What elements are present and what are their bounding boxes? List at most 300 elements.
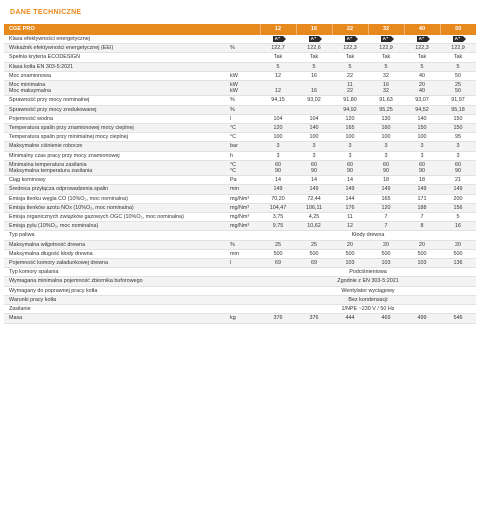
value-cell	[332, 96, 368, 105]
unit-text: l	[230, 115, 232, 122]
value-text: 12	[275, 72, 281, 79]
value-text: 499	[417, 315, 427, 322]
value-text: 20	[455, 241, 461, 248]
energy-class-badge: A⁺	[309, 36, 320, 42]
table-row	[4, 133, 476, 142]
value-cell	[404, 114, 440, 123]
table-row	[4, 203, 476, 212]
value-text: 100	[345, 134, 355, 141]
value-cell	[332, 222, 368, 231]
row-label	[4, 160, 230, 175]
header-unit	[230, 24, 260, 35]
row-label-text: Minimalna temperatura zasilania	[9, 161, 87, 168]
energy-class-cell	[296, 35, 332, 44]
value-text: 90	[311, 168, 317, 175]
row-label	[4, 44, 230, 53]
value-cell	[296, 124, 332, 133]
value-text: 22	[347, 88, 353, 95]
energy-class-cell	[368, 35, 404, 44]
value-cell	[440, 222, 476, 231]
value-cell	[332, 194, 368, 203]
row-unit	[230, 160, 260, 175]
table-row	[4, 114, 476, 123]
value-text: 376	[309, 315, 319, 322]
table-row	[4, 249, 476, 258]
table-row	[4, 96, 476, 105]
value-cell	[368, 151, 404, 160]
table-row	[4, 295, 476, 304]
row-label	[4, 277, 230, 286]
value-cell	[332, 151, 368, 160]
value-cell	[296, 176, 332, 185]
row-label-text: Wymagany do poprawnej pracy kotła	[9, 287, 98, 294]
value-text: 14	[275, 177, 281, 184]
row-unit	[230, 142, 260, 151]
value-cell	[368, 259, 404, 268]
value-text: 3	[348, 152, 352, 159]
value-text: 120	[345, 115, 355, 122]
value-cell	[368, 133, 404, 142]
value-text: 5	[456, 63, 460, 70]
value-text: 3	[420, 152, 424, 159]
value-text: Tak	[453, 54, 463, 61]
value-text: 104	[309, 115, 319, 122]
value-text: 72,44	[307, 195, 321, 202]
row-unit	[230, 53, 260, 62]
row-label	[4, 142, 230, 151]
value-text: 16	[455, 223, 461, 230]
value-text: 60	[347, 161, 353, 168]
value-text: 5	[456, 214, 460, 221]
row-label	[4, 124, 230, 133]
row-unit	[230, 133, 260, 142]
value-text: 171	[417, 195, 427, 202]
row-unit	[230, 62, 260, 71]
table-row	[4, 240, 476, 249]
value-text: 3,75	[272, 214, 284, 221]
table-row	[4, 71, 476, 80]
value-cell	[332, 133, 368, 142]
value-cell	[368, 176, 404, 185]
table-row	[4, 259, 476, 268]
row-unit	[230, 231, 260, 240]
value-cell	[260, 142, 296, 151]
value-cell	[260, 240, 296, 249]
row-unit	[230, 114, 260, 123]
value-text: Tak	[381, 54, 391, 61]
value-text: 94,15	[271, 97, 285, 104]
row-unit	[230, 194, 260, 203]
row-label-text: Masa	[9, 315, 23, 322]
value-cell	[404, 133, 440, 142]
value-text: 500	[345, 250, 355, 257]
row-shared-value: Bez kondensacji	[348, 296, 388, 303]
row-label	[4, 259, 230, 268]
value-cell	[368, 53, 404, 62]
value-cell	[332, 124, 368, 133]
value-text: 144	[345, 195, 355, 202]
value-text: 104,47	[269, 204, 287, 211]
value-text: 91,80	[343, 97, 357, 104]
value-text: 444	[345, 315, 355, 322]
value-cell	[332, 105, 368, 114]
row-unit	[230, 35, 260, 44]
value-cell	[404, 105, 440, 114]
value-cell	[404, 160, 440, 175]
table-row	[4, 35, 476, 44]
table-row	[4, 222, 476, 231]
value-cell	[296, 194, 332, 203]
value-cell	[332, 203, 368, 212]
value-cell	[260, 44, 296, 53]
energy-class-cell	[332, 35, 368, 44]
value-cell	[368, 71, 404, 80]
value-text: 20	[347, 241, 353, 248]
value-text: 3	[456, 152, 460, 159]
value-text: 149	[345, 186, 355, 193]
row-label-text: Wskaźnik efektywności energetycznej (EEI)	[9, 45, 114, 52]
value-cell	[296, 96, 332, 105]
value-text: 4,25	[308, 214, 320, 221]
table-row	[4, 62, 476, 71]
value-text: 60	[419, 161, 425, 168]
unit-text: mg/Nm³	[230, 214, 250, 221]
value-cell	[440, 194, 476, 203]
value-text: 60	[383, 161, 389, 168]
value-text: 120	[273, 125, 283, 132]
unit-text: mg/Nm³	[230, 195, 250, 202]
value-text: 25	[455, 82, 461, 89]
value-text: 21	[455, 177, 461, 184]
value-cell	[440, 53, 476, 62]
value-cell	[332, 81, 368, 96]
value-text: 11	[347, 82, 353, 89]
row-label-text: Moc minimalna	[9, 82, 46, 89]
value-text: 149	[417, 186, 427, 193]
value-cell	[332, 185, 368, 194]
table-row	[4, 286, 476, 295]
table-row	[4, 142, 476, 151]
value-text: 90	[383, 168, 389, 175]
row-unit	[230, 185, 260, 194]
value-cell	[296, 53, 332, 62]
value-cell	[404, 314, 440, 323]
value-text: 500	[273, 250, 283, 257]
value-cell	[332, 71, 368, 80]
header-size: 22	[332, 24, 368, 35]
row-shared-value: Podciśnieniowa	[349, 269, 387, 276]
row-label	[4, 35, 230, 44]
value-cell	[260, 71, 296, 80]
value-cell	[404, 62, 440, 71]
value-cell	[296, 213, 332, 222]
row-shared-value: 1/NPE ~230 V / 50 Hz	[341, 306, 395, 313]
value-text: 16	[311, 88, 317, 95]
row-unit	[230, 44, 260, 53]
value-cell	[260, 194, 296, 203]
value-cell	[440, 142, 476, 151]
value-text: 100	[417, 134, 427, 141]
row-label	[4, 185, 230, 194]
row-unit	[230, 286, 260, 295]
value-text: 500	[417, 250, 427, 257]
value-cell	[368, 240, 404, 249]
value-text: 18	[383, 177, 389, 184]
value-text: 94,52	[415, 106, 429, 113]
row-unit	[230, 203, 260, 212]
value-cell	[368, 142, 404, 151]
value-cell	[404, 96, 440, 105]
row-label	[4, 314, 230, 323]
value-text: 165	[345, 125, 355, 132]
value-text: 20	[419, 82, 425, 89]
row-label-text: Temperatura spalin przy minimalnej mocy cieplnej	[9, 134, 128, 141]
value-text: 90	[275, 168, 281, 175]
value-cell	[368, 44, 404, 53]
value-text	[296, 107, 332, 113]
value-cell	[368, 105, 404, 114]
row-label-text: Warunki pracy kotła	[9, 296, 57, 303]
value-cell	[368, 114, 404, 123]
value-text: 150	[453, 115, 463, 122]
row-unit	[230, 222, 260, 231]
value-text: 22	[347, 72, 353, 79]
value-cell	[404, 151, 440, 160]
value-cell	[368, 185, 404, 194]
energy-class-cell	[260, 35, 296, 44]
unit-text: mg/Nm³	[230, 204, 250, 211]
value-cell	[260, 105, 296, 114]
value-text: 5	[276, 63, 280, 70]
value-text: 91,97	[451, 97, 465, 104]
value-text: 150	[453, 125, 463, 132]
value-text: 122,9	[379, 45, 393, 52]
value-text: 20	[419, 241, 425, 248]
unit-text: mm	[230, 250, 239, 257]
value-text: 156	[453, 204, 463, 211]
value-cell	[368, 194, 404, 203]
row-label-text: Sprawność przy mocy zredukowanej	[9, 106, 97, 113]
value-cell	[332, 249, 368, 258]
value-text: 25	[275, 241, 281, 248]
value-cell	[440, 151, 476, 160]
value-text: 5	[348, 63, 352, 70]
value-text: 100	[309, 134, 319, 141]
value-text: 7	[384, 214, 388, 221]
row-label-text: Moc znamionowa	[9, 72, 51, 79]
value-text: 103	[345, 260, 355, 267]
value-cell	[368, 314, 404, 323]
row-unit	[230, 176, 260, 185]
value-cell	[440, 314, 476, 323]
value-cell	[440, 176, 476, 185]
value-cell	[440, 62, 476, 71]
value-text	[260, 107, 296, 113]
value-cell	[296, 185, 332, 194]
value-text: 3	[276, 143, 280, 150]
row-label-text: Maksymalna długość kłody drewna	[9, 250, 93, 257]
row-label-text: Emisja tlenków azotu NOx (10%O₂, moc nominalna)	[9, 204, 134, 211]
value-cell	[368, 124, 404, 133]
value-cell	[332, 53, 368, 62]
value-cell	[404, 142, 440, 151]
energy-class-badge: A⁺	[345, 36, 356, 42]
value-cell	[404, 194, 440, 203]
value-cell	[404, 44, 440, 53]
value-cell	[440, 96, 476, 105]
value-text: 94,92	[343, 106, 357, 113]
value-cell	[260, 160, 296, 175]
row-label	[4, 305, 230, 314]
value-cell	[404, 185, 440, 194]
row-label-text: Pojemność wodna	[9, 115, 54, 122]
row-label	[4, 62, 230, 71]
value-text: 32	[383, 72, 389, 79]
value-text: 32	[383, 88, 389, 95]
value-cell	[404, 240, 440, 249]
value-text: 5	[384, 63, 388, 70]
value-cell	[440, 160, 476, 175]
value-cell	[296, 44, 332, 53]
value-text: 100	[381, 134, 391, 141]
value-cell	[440, 259, 476, 268]
row-label-text: Minimalny czas pracy przy mocy znamionowej	[9, 152, 120, 159]
unit-text: mg/Nm³	[230, 223, 250, 230]
value-cell	[296, 203, 332, 212]
value-text: 7	[420, 214, 424, 221]
unit-text: °C	[230, 134, 237, 141]
row-unit	[230, 124, 260, 133]
table-row	[4, 314, 476, 323]
table-row	[4, 213, 476, 222]
unit-text: %	[230, 106, 235, 113]
value-text: 122,7	[271, 45, 285, 52]
value-cell	[368, 213, 404, 222]
unit-text: Pa	[230, 177, 237, 184]
value-cell	[296, 259, 332, 268]
row-unit	[230, 259, 260, 268]
unit-text: kg	[230, 315, 236, 322]
value-cell	[260, 185, 296, 194]
value-text: 136	[453, 260, 463, 267]
row-label-text: Emisja organicznych związków gazowych OGC (10%O₂, moc nominalna)	[9, 214, 184, 221]
row-label	[4, 231, 230, 240]
table-header-row	[4, 24, 476, 35]
value-cell	[332, 259, 368, 268]
value-text: 165	[381, 195, 391, 202]
value-text: 500	[381, 250, 391, 257]
row-label-text: Temperatura spalin przy znamionowej mocy cieplnej	[9, 125, 134, 132]
row-label-text: Typ komory spalania	[9, 269, 59, 276]
value-text: 90	[455, 168, 461, 175]
value-cell	[332, 240, 368, 249]
value-cell	[296, 151, 332, 160]
row-label	[4, 71, 230, 80]
value-text: 14	[347, 177, 353, 184]
row-label-text: Klasa efektywności energetycznej	[9, 36, 90, 42]
row-label	[4, 151, 230, 160]
value-text: Tak	[309, 54, 319, 61]
value-cell	[260, 96, 296, 105]
value-text: 122,3	[343, 45, 357, 52]
value-cell	[296, 314, 332, 323]
energy-class-badge: A⁺	[417, 36, 428, 42]
header-model: CGE PRO	[4, 24, 230, 35]
value-text: 10,62	[307, 223, 321, 230]
row-label-text: Spełnia kryteria ECODESIGN	[9, 54, 80, 61]
unit-text: kW	[230, 82, 238, 89]
row-label-text: Typ paliwa	[9, 232, 35, 239]
row-label-text: Zasilanie	[9, 306, 31, 313]
value-text: 3	[312, 143, 316, 150]
value-cell	[260, 62, 296, 71]
value-text: 106,11	[305, 204, 323, 211]
value-text: 70,20	[271, 195, 285, 202]
value-cell	[404, 222, 440, 231]
value-text: 500	[453, 250, 463, 257]
value-cell	[368, 62, 404, 71]
value-cell	[260, 213, 296, 222]
value-text: 120	[381, 204, 391, 211]
row-unit	[230, 295, 260, 304]
row-label-text: Moc maksymalna	[9, 88, 51, 95]
value-text: 40	[419, 88, 425, 95]
row-label	[4, 240, 230, 249]
unit-text: l	[230, 260, 232, 267]
table-row	[4, 44, 476, 53]
value-text: Tak	[417, 54, 427, 61]
value-cell	[296, 105, 332, 114]
row-label	[4, 295, 230, 304]
value-text: 60	[455, 161, 461, 168]
value-text: 3	[276, 152, 280, 159]
value-cell	[332, 114, 368, 123]
row-unit	[230, 81, 260, 96]
row-label-text: Maksymalna temperatura zasilania	[9, 168, 93, 175]
value-text: 3	[312, 152, 316, 159]
value-text: 149	[453, 186, 463, 193]
value-text: 60	[275, 161, 281, 168]
row-unit	[230, 151, 260, 160]
value-cell	[296, 62, 332, 71]
value-text: 8	[420, 223, 424, 230]
value-cell	[332, 62, 368, 71]
value-text: 176	[345, 204, 355, 211]
value-text: 95	[455, 134, 461, 141]
row-shared-value: Kłody drewna	[351, 232, 385, 239]
value-text: 9,75	[272, 223, 284, 230]
value-text: 3	[348, 143, 352, 150]
value-text: 3	[456, 143, 460, 150]
value-text: 3	[384, 143, 388, 150]
value-text: 20	[383, 241, 389, 248]
value-cell	[260, 203, 296, 212]
value-text: 93,02	[307, 97, 321, 104]
value-cell	[440, 249, 476, 258]
value-cell	[260, 222, 296, 231]
row-unit	[230, 96, 260, 105]
row-label	[4, 213, 230, 222]
table-row	[4, 81, 476, 96]
value-text: 50	[455, 88, 461, 95]
value-cell	[260, 151, 296, 160]
value-cell	[260, 124, 296, 133]
row-label-text: Maksymalne ciśnienie robocze	[9, 143, 83, 150]
unit-text: mm	[230, 186, 239, 193]
value-text: 376	[273, 315, 283, 322]
unit-text: %	[230, 241, 235, 248]
header-size: 40	[404, 24, 440, 35]
